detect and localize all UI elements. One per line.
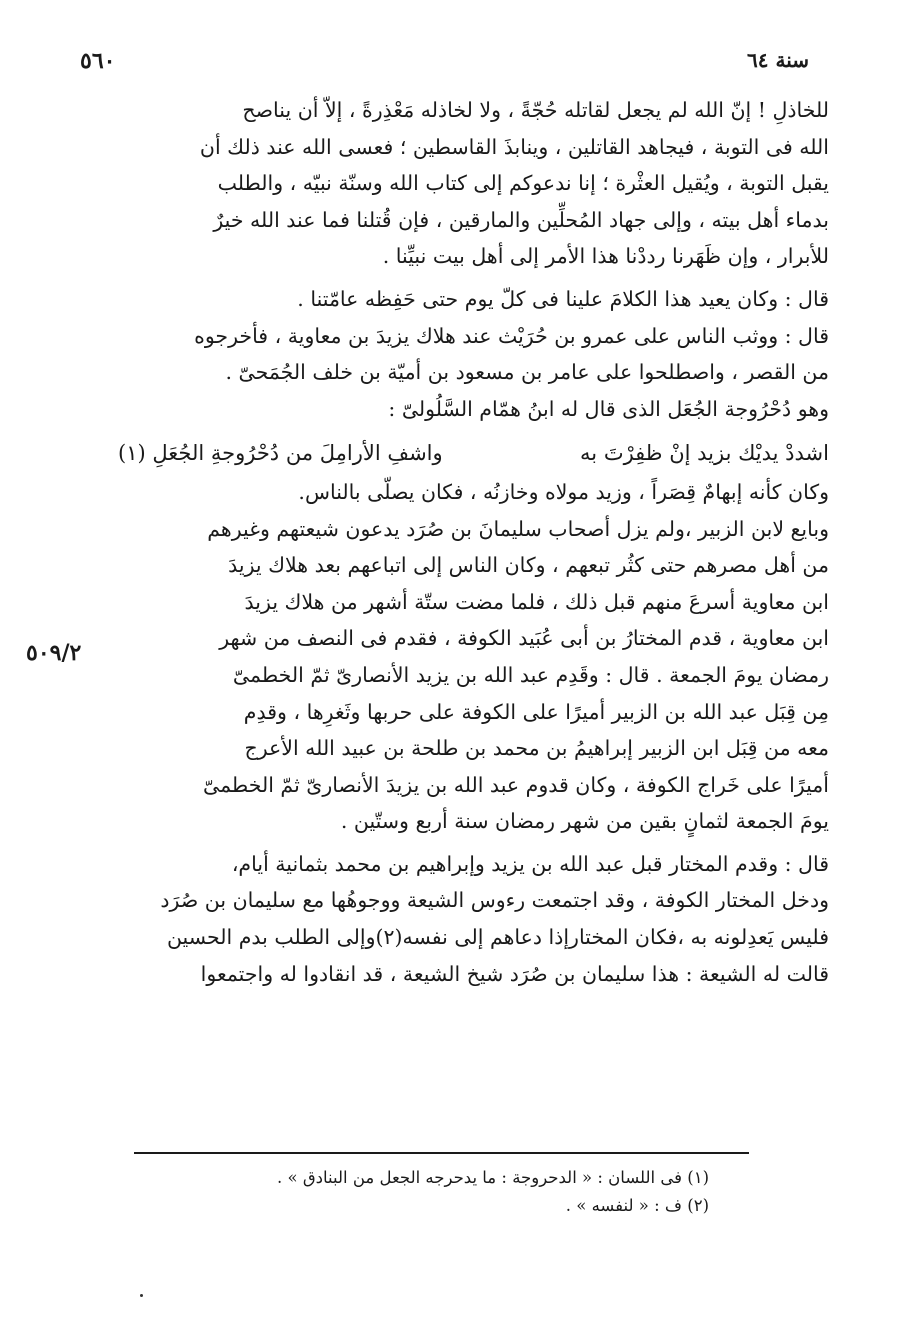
footnote-divider xyxy=(134,1152,749,1154)
text-line: وبايع لابن الزبير ،ولم يزل أصحاب سليمانَ بن صُرَد يدعون شيعتهم وغيرهم xyxy=(207,516,829,541)
verse-first-hemistich: اشددْ يديْك بزيد إنْ ظفِرْتَ به xyxy=(580,441,829,466)
text-line: رمضان يومَ الجمعة . قال : وقَدِم عبد الله بن يزيد الأنصارىّ ثمّ الخطمىّ xyxy=(232,662,829,687)
page-number: ٥٦٠ xyxy=(80,48,116,74)
text-line: قالت له الشيعة : هذا سليمان بن صُرَد شيخ الشيعة ، قد انقادوا له واجتمعوا xyxy=(200,961,829,986)
text-line: فليس يَعدِلونه به ،فكان المختارإذا دعاهم إلى نفسه(٢)وإلى الطلب بدم الحسين xyxy=(166,925,829,950)
text-line: للأبرار ، وإن ظَهَرنا رددْنا هذا الأمر إلى أهل بيت نبيِّنا . xyxy=(382,244,829,269)
text-line: للخاذلِ ! إنّ الله لم يجعل لقاتله حُجّةً ، ولا لخاذله مَعْذِرةً ، إلاّ أن يناصح xyxy=(242,98,829,122)
text-line: وهو دُحْرُوجة الجُعَل الذى قال له ابنُ همّام السَّلُولىّ : xyxy=(388,396,829,421)
text-line: قال : وكان يعيد هذا الكلامَ علينا فى كلّ يوم حتى حَفِظه عامّتنا . xyxy=(297,286,829,311)
footnotes xyxy=(134,1164,709,1220)
text-line: قال : وقدم المختار قبل عبد الله بن يزيد وإبراهيم بن محمد بثمانية أيام، xyxy=(231,851,829,876)
text-line: ابن معاوية ، قدم المختارُ بن أبى عُبَيد الكوفة ، فقدم فى النصف من شهر xyxy=(219,626,829,651)
footnote: (١) فى اللسان : « الدحروجة : ما يدحرجه الجعل من البنادق » . xyxy=(277,1168,709,1187)
text-line: أميرًا على خَراج الكوفة ، وكان قدوم عبد الله بن يزيدَ الأنصارىّ ثمّ الخطمىّ xyxy=(202,772,829,797)
margin-reference: ٥٠٩/٢ xyxy=(26,640,82,666)
poetry-verse xyxy=(118,435,829,472)
text-line: معه من قِبَل ابن الزبير إبراهيمُ بن محمد بن طلحة بن عبيد الله الأعرج xyxy=(244,736,829,761)
verse-second-hemistich: واشفِ الأرامِلَ من دُحْرُوجةِ الجُعَلِ (١) xyxy=(118,441,443,466)
text-line: ودخل المختار الكوفة ، وقد اجتمعت رءوس الشيعة ووجوهُها مع سليمان بن صُرَد xyxy=(160,888,829,913)
year-label: سنة ٦٤ xyxy=(747,48,809,72)
text-line: يومَ الجمعة لثمانٍ بقين من شهر رمضان سنة أربع وستّين . xyxy=(340,809,829,834)
main-text xyxy=(118,92,829,992)
text-line: قال : ووثب الناس على عمرو بن حُرَيْث عند هلاك يزيدَ بن معاوية ، فأخرجوه xyxy=(194,323,829,348)
text-line: الله فى التوبة ، فيجاهد القاتلين ، وينابذَ القاسطين ؛ فعسى الله عند ذلك أن xyxy=(199,134,829,159)
text-line: يقبل التوبة ، ويُقيل العثْرة ؛ إنا ندعوكم إلى كتاب الله وسنّة نبيّه ، والطلب xyxy=(217,171,829,196)
footnote: (٢) ف : « لنفسه » . xyxy=(565,1196,709,1215)
text-line: مِن قِبَل عبد الله بن الزبير أميرًا على الكوفة على حربها وثَغرِها ، وقدِم xyxy=(243,699,829,724)
text-line: وكان كأنه إبهامٌ قِصَراً ، وزيد مولاه وخازنُه ، فكان يصلّى بالناس. xyxy=(298,479,829,504)
text-line: بدماء أهل بيته ، وإلى جهاد المُحلِّين والمارقين ، فإن قُتلنا فما عند الله خيرٌ xyxy=(213,207,829,232)
page-header xyxy=(80,48,809,80)
text-line: من القصر ، واصطلحوا على عامر بن مسعود بن أميّة بن خلف الجُمَحىّ . xyxy=(225,360,829,385)
print-speck xyxy=(140,1294,143,1297)
text-line: من أهل مصرهم حتى كثُر تبعهم ، وكان الناس إلى اتباعهم بعد هلاك يزيدَ xyxy=(228,553,829,578)
text-line: ابن معاوية أسرعَ منهم قبل ذلك ، فلما مضت ستّة أشهر من هلاك يزيدَ xyxy=(244,589,829,614)
